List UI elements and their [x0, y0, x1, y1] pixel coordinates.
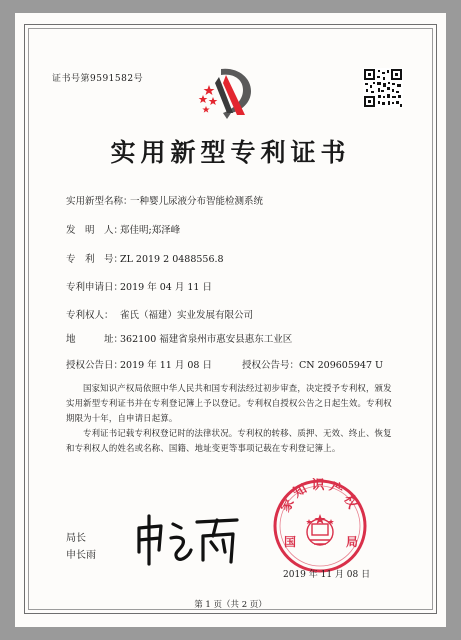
field-patentee: [66, 307, 253, 321]
issue-date: 2019 年 11 月 08 日: [283, 570, 371, 580]
certificate-title: 实用新型专利证书: [110, 138, 351, 167]
field-value: 2019 年 04 月 11 日: [120, 282, 212, 293]
page-number: 第 1 页（共 2 页）: [194, 600, 267, 610]
field-application-date: [66, 279, 212, 293]
director-signature-icon: [133, 510, 243, 572]
field-inventor: [66, 222, 180, 236]
field-utility-model-name: [66, 193, 263, 207]
svg-text:家知识产权: [277, 478, 362, 515]
field-label: 专利权人：: [66, 310, 114, 321]
field-patent-number: [66, 251, 224, 265]
body-paragraph-1: 国家知识产权局依照中华人民共和国专利法经过初步审查，决定授予专利权，颁发实用新型专利证书并在专利登记簿上予以登记。专利权自授权公告之日起生效。专利权期限为十年，自申请日起算。: [66, 383, 392, 423]
seal-edge-left: 国: [284, 535, 297, 549]
field-label: 授权公告日：: [66, 360, 124, 371]
patent-office-emblem-icon: [193, 63, 273, 121]
field-value: 一种婴儿尿液分布智能检测系统: [130, 196, 264, 207]
field-label: 专利申请日：: [66, 282, 124, 293]
field-label: 实用新型名称：: [66, 196, 133, 207]
field-grant-date: [66, 357, 212, 371]
field-value: 郑佳明;郑泽峰: [120, 225, 181, 236]
director-name: 申长雨: [66, 550, 96, 561]
field-label: 地 址：: [66, 334, 124, 345]
field-label: 发 明 人：: [66, 225, 124, 236]
field-value: CN 209605947 U: [299, 360, 384, 371]
field-label: 专 利 号：: [66, 254, 124, 265]
seal-text: 家知识产权: [278, 478, 362, 515]
field-value: 2019 年 11 月 08 日: [120, 360, 212, 371]
field-value: 362100 福建省泉州市惠安县惠东工业区: [120, 334, 293, 345]
field-label: 授权公告号：: [242, 360, 300, 371]
certificate-number: 证书号第9591582号: [52, 74, 144, 84]
body-paragraph-2: 专利证书记载专利权登记时的法律状况。专利权的转移、质押、无效、终止、恢复和专利权人的姓名或名称、国籍、地址变更等事项记载在专利登记簿上。: [66, 428, 392, 453]
official-seal-icon: [272, 478, 368, 574]
field-grant-number: [242, 357, 383, 371]
director-title: 局长: [66, 533, 86, 544]
field-value: ZL 2019 2 0488556.8: [120, 254, 224, 265]
field-value: 雀氏（福建）实业发展有限公司: [120, 310, 254, 321]
qr-code-icon: [363, 68, 403, 108]
field-address: [66, 331, 292, 345]
seal-edge-right: 局: [346, 535, 359, 549]
